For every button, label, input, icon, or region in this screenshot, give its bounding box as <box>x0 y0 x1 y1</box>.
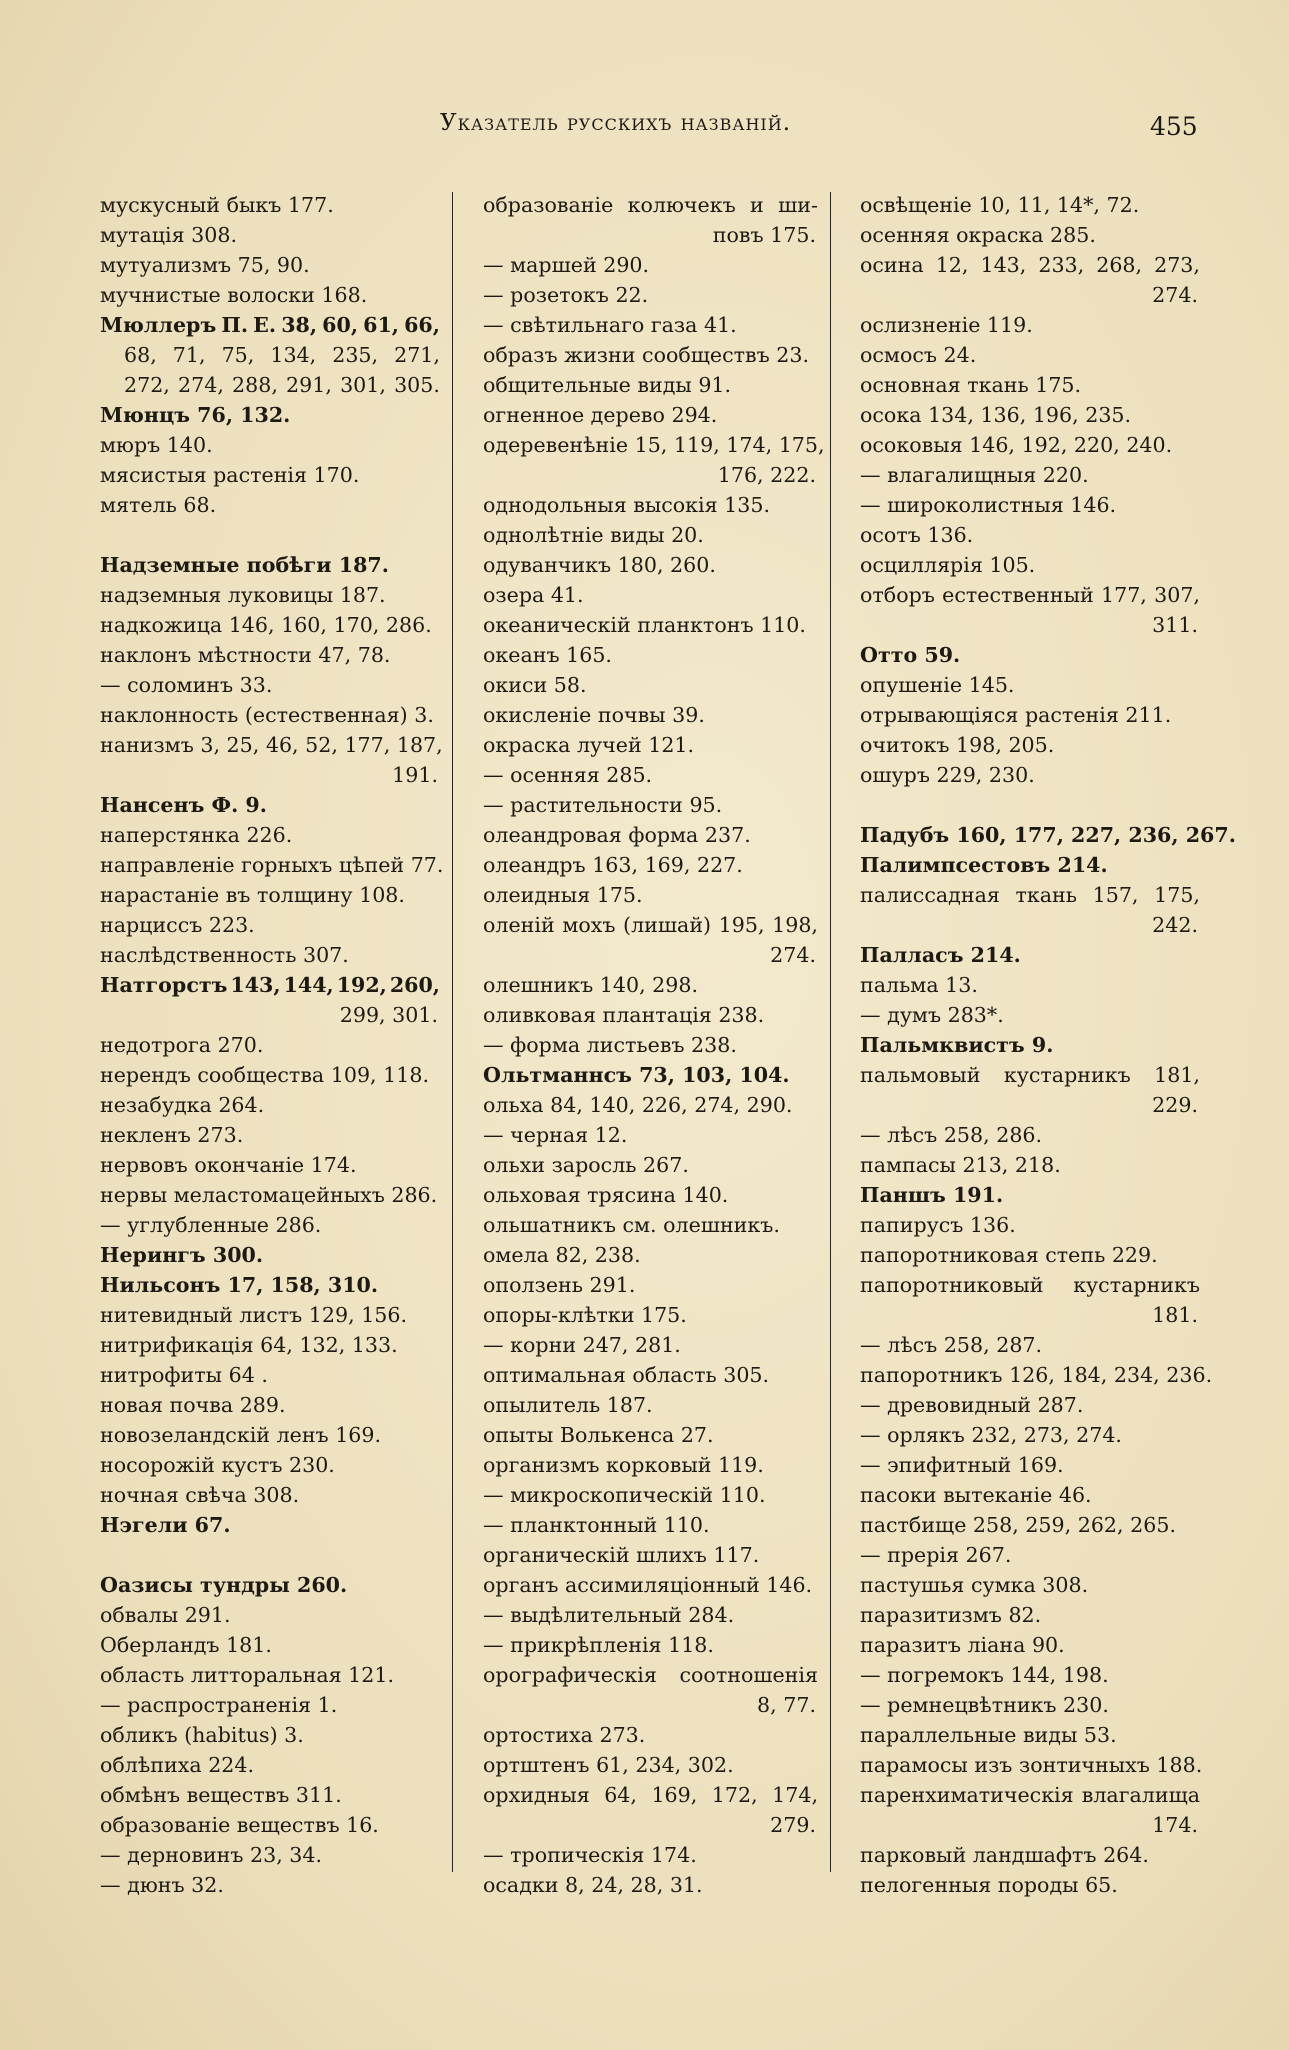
index-entry: осока 134, 136, 196, 235. <box>860 403 1132 427</box>
index-entry: общительные виды 91. <box>483 373 732 397</box>
index-entry: — соломинъ 33. <box>100 673 273 697</box>
index-entry: Мюллеръ П. Е. 38, 60, 61, 66, <box>100 313 440 337</box>
index-entry: — свѣтильнаго газа 41. <box>483 313 737 337</box>
index-entry: Пальмквистъ 9. <box>860 1033 1054 1057</box>
index-entry: нерендъ сообщества 109, 118. <box>100 1063 429 1087</box>
index-entry: осоковыя 146, 192, 220, 240. <box>860 433 1173 457</box>
index-entry: — широколистныя 146. <box>860 493 1117 517</box>
index-entry: омела 82, 238. <box>483 1243 641 1267</box>
index-entry: 274. <box>1152 283 1198 307</box>
index-entry: 174. <box>1152 1813 1198 1837</box>
index-entry: надкожица 146, 160, 170, 286. <box>100 613 432 637</box>
index-entry: Нэгели 67. <box>100 1513 231 1537</box>
index-entry: организмъ корковый 119. <box>483 1453 764 1477</box>
index-entry: ольховая трясина 140. <box>483 1183 729 1207</box>
index-entry: ослизненіе 119. <box>860 313 1033 337</box>
index-entry: новозеландскій ленъ 169. <box>100 1423 382 1447</box>
index-entry: олешникъ 140, 298. <box>483 973 699 997</box>
index-entry: наперстянка 226. <box>100 823 293 847</box>
index-entry: наклонъ мѣстности 47, 78. <box>100 643 391 667</box>
index-entry: 299, 301. <box>339 1003 438 1027</box>
index-entry: 229. <box>1152 1093 1198 1117</box>
index-entry: Нансенъ Ф. 9. <box>100 793 267 817</box>
index-entry: основная ткань 175. <box>860 373 1082 397</box>
index-entry: — углубленные 286. <box>100 1213 322 1237</box>
index-entry: — думъ 283*. <box>860 1003 1004 1027</box>
index-entry: Палимпсестовъ 214. <box>860 853 1108 877</box>
index-entry: — дерновинъ 23, 34. <box>100 1843 323 1867</box>
index-entry: орографическія соотношенія <box>483 1663 818 1687</box>
index-entry: — корни 247, 281. <box>483 1333 681 1357</box>
index-entry: осмосъ 24. <box>860 343 977 367</box>
index-entry: Оберландъ 181. <box>100 1633 272 1657</box>
index-entry: мутуализмъ 75, 90. <box>100 253 310 277</box>
index-entry: паренхиматическія влагалища <box>860 1783 1200 1807</box>
index-entry: — прерія 267. <box>860 1543 1012 1567</box>
index-entry: опоры-клѣтки 175. <box>483 1303 687 1327</box>
index-entry: пальма 13. <box>860 973 978 997</box>
index-entry: Отто 59. <box>860 643 961 667</box>
index-entry: незабудка 264. <box>100 1093 265 1117</box>
index-entry: надземныя луковицы 187. <box>100 583 386 607</box>
index-entry: образъ жизни сообществъ 23. <box>483 343 810 367</box>
index-entry: — погремокъ 144, 198. <box>860 1663 1109 1687</box>
index-entry: — орлякъ 232, 273, 274. <box>860 1423 1122 1447</box>
index-entry: пасоки вытеканіе 46. <box>860 1483 1092 1507</box>
index-entry: папоротниковая степь 229. <box>860 1243 1158 1267</box>
index-entry: 242. <box>1152 913 1198 937</box>
index-entry: осадки 8, 24, 28, 31. <box>483 1873 703 1897</box>
index-entry: Нильсонъ 17, 158, 310. <box>100 1273 379 1297</box>
index-entry: наслѣдственность 307. <box>100 943 349 967</box>
index-entry: — выдѣлительный 284. <box>483 1603 735 1627</box>
column-divider-2 <box>830 192 831 1872</box>
running-title: Указатель русскихъ названій. <box>440 110 792 136</box>
index-entry: повъ 175. <box>712 223 816 247</box>
index-entry: орхидныя 64, 169, 172, 174, <box>483 1783 818 1807</box>
index-entry: олеидныя 175. <box>483 883 643 907</box>
index-entry: органъ ассимиляціонный 146. <box>483 1573 813 1597</box>
index-entry: Падубъ 160, 177, 227, 236, 267. <box>860 823 1236 847</box>
index-entry: нарастаніе въ толщину 108. <box>100 883 405 907</box>
index-entry: параллельные виды 53. <box>860 1723 1117 1747</box>
index-entry: оптимальная область 305. <box>483 1363 770 1387</box>
index-entry: нанизмъ 3, 25, 46, 52, 177, 187, <box>100 733 443 757</box>
index-entry: мучнистые волоски 168. <box>100 283 368 307</box>
index-entry: оленій мохъ (лишай) 195, 198, <box>483 913 818 937</box>
index-entry: — лѣсъ 258, 286. <box>860 1123 1043 1147</box>
index-entry: ортостиха 273. <box>483 1723 646 1747</box>
index-entry: одеревенѣніе 15, 119, 174, 175, <box>483 433 825 457</box>
index-entry: область литторальная 121. <box>100 1663 394 1687</box>
section-gap <box>100 1540 440 1570</box>
index-entry: осциллярія 105. <box>860 553 1036 577</box>
index-entry: нарциссъ 223. <box>100 913 255 937</box>
index-entry: — ремнецвѣтникъ 230. <box>860 1693 1109 1717</box>
index-entry: отборъ естественный 177, 307, <box>860 583 1200 607</box>
index-entry: однодольныя высокія 135. <box>483 493 770 517</box>
index-entry: отрывающіяся растенія 211. <box>860 703 1172 727</box>
index-entry: — лѣсъ 258, 287. <box>860 1333 1043 1357</box>
index-entry: Палласъ 214. <box>860 943 1021 967</box>
page-number: 455 <box>1150 112 1198 141</box>
index-entry: 176, 222. <box>717 463 816 487</box>
index-entry: пастушья сумка 308. <box>860 1573 1089 1597</box>
index-entry: Нерингъ 300. <box>100 1243 264 1267</box>
index-entry: олеандровая форма 237. <box>483 823 751 847</box>
index-entry: мутація 308. <box>100 223 238 247</box>
index-entry: окиси 58. <box>483 673 587 697</box>
index-entry: 279. <box>770 1813 816 1837</box>
index-entry: нервовъ окончаніе 174. <box>100 1153 357 1177</box>
index-entry: озера 41. <box>483 583 584 607</box>
index-entry: нитевидный листъ 129, 156. <box>100 1303 408 1327</box>
index-entry: 274. <box>770 943 816 967</box>
index-entry: — растительности 95. <box>483 793 723 817</box>
index-entry: — маршей 290. <box>483 253 650 277</box>
page-header <box>0 104 1289 144</box>
index-entry: Натгорстъ 143, 144, 192, 260, <box>100 973 440 997</box>
index-entry: обмѣнъ веществъ 311. <box>100 1783 342 1807</box>
index-entry: пелогенныя породы 65. <box>860 1873 1118 1897</box>
index-entry: осотъ 136. <box>860 523 974 547</box>
index-entry: обвалы 291. <box>100 1603 231 1627</box>
index-entry: мятель 68. <box>100 493 217 517</box>
index-column-1 <box>100 190 444 1900</box>
index-entry: 272, 274, 288, 291, 301, 305. <box>124 373 440 397</box>
index-entry: ольха 84, 140, 226, 274, 290. <box>483 1093 793 1117</box>
index-entry: пастбище 258, 259, 262, 265. <box>860 1513 1176 1537</box>
index-entry: папоротниковый кустарникъ <box>860 1273 1200 1297</box>
index-entry: 8, 77. <box>757 1693 816 1717</box>
index-entry: пальмовый кустарникъ 181, <box>860 1063 1200 1087</box>
index-entry: — распространенія 1. <box>100 1693 338 1717</box>
index-entry: — влагалищныя 220. <box>860 463 1089 487</box>
index-entry: облѣпиха 224. <box>100 1753 255 1777</box>
index-entry: папоротникъ 126, 184, 234, 236. <box>860 1363 1213 1387</box>
index-entry: носорожій кустъ 230. <box>100 1453 335 1477</box>
index-entry: 311. <box>1152 613 1198 637</box>
index-entry: очитокъ 198, 205. <box>860 733 1055 757</box>
index-entry: осенняя окраска 285. <box>860 223 1096 247</box>
index-entry: — прикрѣпленія 118. <box>483 1633 714 1657</box>
index-entry: освѣщеніе 10, 11, 14*, 72. <box>860 193 1140 217</box>
index-entry: некленъ 273. <box>100 1123 244 1147</box>
index-entry: окисленіе почвы 39. <box>483 703 705 727</box>
index-entry: пампасы 213, 218. <box>860 1153 1061 1177</box>
index-entry: парамосы изъ зонтичныхъ 188. <box>860 1753 1203 1777</box>
index-entry: ольшатникъ см. олешникъ. <box>483 1213 780 1237</box>
index-entry: нитрофиты 64 . <box>100 1363 268 1387</box>
index-entry: палиссадная ткань 157, 175, <box>860 883 1200 907</box>
index-entry: органическій шлихъ 117. <box>483 1543 760 1567</box>
index-entry: парковый ландшафтъ 264. <box>860 1843 1149 1867</box>
index-entry: опушеніе 145. <box>860 673 1015 697</box>
index-entry: 191. <box>392 763 438 787</box>
column-divider-1 <box>452 192 453 1872</box>
index-entry: 68, 71, 75, 134, 235, 271, <box>124 343 440 367</box>
index-entry: мясистыя растенія 170. <box>100 463 360 487</box>
index-entry: Ольтманнсъ 73, 103, 104. <box>483 1063 790 1087</box>
index-entry: новая почва 289. <box>100 1393 286 1417</box>
index-entry: оползень 291. <box>483 1273 636 1297</box>
index-entry: — черная 12. <box>483 1123 628 1147</box>
index-entry: ольхи заросль 267. <box>483 1153 689 1177</box>
index-entry: мускусный быкъ 177. <box>100 193 334 217</box>
index-column-3 <box>860 190 1236 1900</box>
index-entry: — дюнъ 32. <box>100 1873 224 1897</box>
index-entry: недотрога 270. <box>100 1033 264 1057</box>
index-entry: — микроскопическій 110. <box>483 1483 766 1507</box>
section-gap <box>100 520 440 550</box>
index-entry: — тропическія 174. <box>483 1843 697 1867</box>
index-entry: — форма листьевъ 238. <box>483 1033 737 1057</box>
index-entry: паразитъ ліана 90. <box>860 1633 1065 1657</box>
index-entry: папирусъ 136. <box>860 1213 1016 1237</box>
index-entry: наклонность (естественная) 3. <box>100 703 434 727</box>
index-entry: оливковая плантація 238. <box>483 1003 765 1027</box>
index-entry: — эпифитный 169. <box>860 1453 1064 1477</box>
index-entry: обликъ (habitus) 3. <box>100 1723 304 1747</box>
index-entry: океаническій планктонъ 110. <box>483 613 806 637</box>
index-entry: нервы меластомацейныхъ 286. <box>100 1183 438 1207</box>
index-entry: осина 12, 143, 233, 268, 273, <box>860 253 1200 277</box>
index-entry: — древовидный 287. <box>860 1393 1084 1417</box>
index-entry: Паншъ 191. <box>860 1183 1004 1207</box>
index-entry: океанъ 165. <box>483 643 612 667</box>
index-entry: Оазисы тундры 260. <box>100 1573 348 1597</box>
index-entry: — планктонный 110. <box>483 1513 710 1537</box>
index-entry: Мюнцъ 76, 132. <box>100 403 291 427</box>
index-entry: — осенняя 285. <box>483 763 653 787</box>
index-entry: Надземные побѣги 187. <box>100 553 389 577</box>
index-entry: опылитель 187. <box>483 1393 653 1417</box>
index-entry: нитрификація 64, 132, 133. <box>100 1333 398 1357</box>
index-entry: ночная свѣча 308. <box>100 1483 300 1507</box>
section-gap <box>860 790 1200 820</box>
index-entry: ортштенъ 61, 234, 302. <box>483 1753 734 1777</box>
index-entry: одуванчикъ 180, 260. <box>483 553 716 577</box>
index-entry: окраска лучей 121. <box>483 733 695 757</box>
index-entry: мюръ 140. <box>100 433 213 457</box>
index-entry: образованіе колючекъ и ши- <box>483 193 818 217</box>
index-entry: 181. <box>1152 1303 1198 1327</box>
index-column-2 <box>483 190 825 1900</box>
index-entry: огненное дерево 294. <box>483 403 718 427</box>
index-entry: олеандръ 163, 169, 227. <box>483 853 743 877</box>
index-entry: опыты Волькенса 27. <box>483 1423 714 1447</box>
index-entry: направленіе горныхъ цѣпей 77. <box>100 853 444 877</box>
index-entry: — розетокъ 22. <box>483 283 649 307</box>
index-entry: однолѣтніе виды 20. <box>483 523 704 547</box>
index-entry: образованіе веществъ 16. <box>100 1813 379 1837</box>
index-entry: ошуръ 229, 230. <box>860 763 1035 787</box>
index-entry: паразитизмъ 82. <box>860 1603 1042 1627</box>
